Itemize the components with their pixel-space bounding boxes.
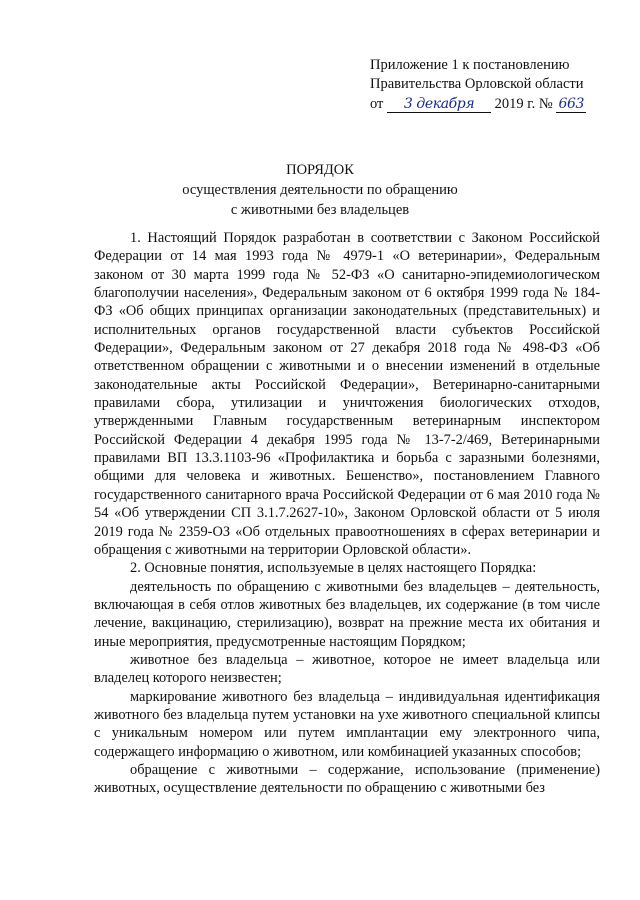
handwritten-date xyxy=(387,97,491,113)
paragraph-1-legal-basis: 1. Настоящий Порядок разработан в соответствии с Законом Российской Федерации от 14 мая 1993 года № 4979-1 «О ветеринарии», Федеральным законом от 30 марта 1999 года № 52-ФЗ «О санитарно-эпидемиологическом благополучии населения», Федеральным законом от 6 октября 1999 года № 184-ФЗ «Об общих принципах организации законодательных (представительных) и исполнительных органов государственной власти субъектов Российской Федерации», Федеральным законом от 27 декабря 2018 года № 498-ФЗ «Об ответственном обращении с животными и о внесении изменений в отдельные законодательные акты Российской Федерации», Ветеринарно-санитарными правилами сбора, утилизации и уничтожения биологических отходов, утвержденными Главным государственным ветеринарным инспектором Российской Федерации 4 декабря 1995 года № 13-7-2/469, Ветеринарными правилами ВП 13.3.1103-96 «Профилактика и борьба с заразными болезнями, общими для человека и животных. Бешенство», постановлением Главного государственного санитарного врача Российской Федерации от 6 мая 2010 года № 54 «Об утверждении СП 3.1.7.2627-10», Законом Орловской области от 5 июля 2019 года № 2359-ОЗ «Об отдельных правоотношениях в сферах ветеринарии и обращения с животными на территории Орловской области». xyxy=(94,230,600,558)
document-title: ПОРЯДОК xyxy=(286,162,354,178)
appendix-line-1: Приложение 1 к постановлению xyxy=(370,57,570,73)
appendix-line-2: Правительства Орловской области xyxy=(370,76,584,92)
definition-marking: маркирование животного без владельца – индивидуальная идентификация животного без владельца путем установки на ухе животного специальной клипсы с уникальным номером или путем имплантации ему электронного чипа, содержащего информацию о животном, или комбинацией указанных способов; xyxy=(94,688,600,760)
definition-ownerless-animal: животное без владельца – животное, которое не имеет владельца или владелец которого неизвестен; xyxy=(94,651,600,687)
document-subtitle-line-1: осуществления деятельности по обращению xyxy=(182,182,458,198)
definition-activity: деятельность по обращению с животными без владельцев – деятельность, включающая в себя отлов животных без владельцев, их содержание (в том числе лечение, вакцинацию, стерилизацию), возврат на прежние места их обитания и иные мероприятия, предусмотренные настоящим Порядком; xyxy=(94,578,600,650)
year-number-label: 2019 г. № xyxy=(494,96,553,112)
appendix-header xyxy=(370,56,610,114)
handwritten-number-text: 663 xyxy=(558,96,585,112)
handwritten-date-text: 3 декабря xyxy=(403,96,475,112)
paragraph-2-definitions-intro: 2. Основные понятия, используемые в целях настоящего Порядка: xyxy=(130,560,537,577)
handwritten-number xyxy=(556,97,586,113)
document-body xyxy=(94,229,600,798)
document-subtitle-line-2: с животными без владельцев xyxy=(230,202,410,218)
date-prefix: от xyxy=(370,96,384,112)
appendix-date-line xyxy=(370,95,610,114)
definition-treatment: обращение с животными – содержание, использование (применение) животных, осуществление деятельности по обращению с животными без xyxy=(94,761,600,797)
